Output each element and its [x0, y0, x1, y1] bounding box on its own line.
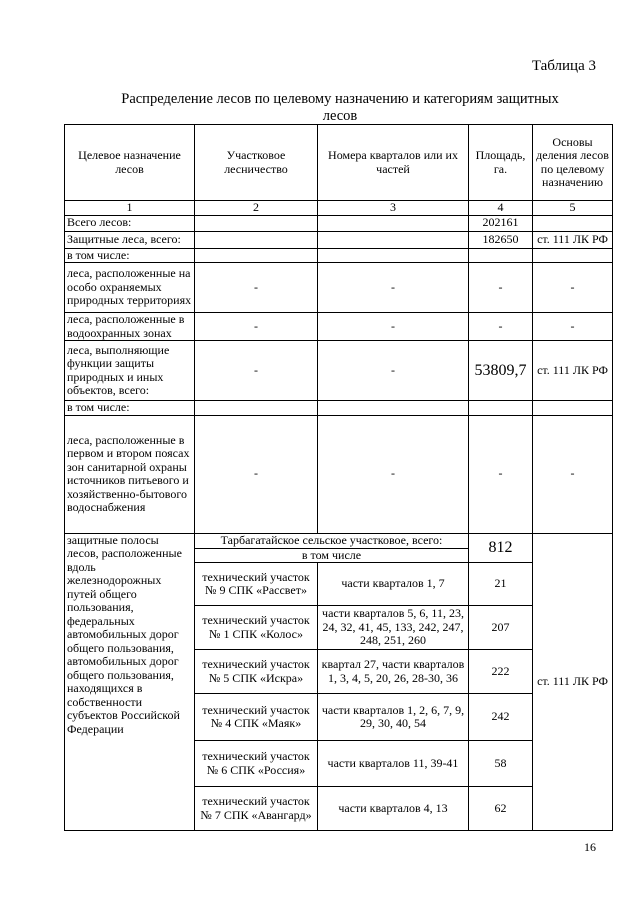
- dash-value: -: [318, 313, 469, 341]
- header-purpose: Целевое назначение лесов: [65, 125, 195, 201]
- row-label: леса, расположенные в первом и втором поясах зон санитарной охраны источников питьевого и хозяйственно-бытового водоснабжения: [65, 415, 195, 533]
- sub-quarters: части кварталов 1, 7: [318, 563, 469, 606]
- dash-value: -: [318, 415, 469, 533]
- sub-forestry-name: технический участок № 5 СПК «Искра»: [195, 650, 318, 694]
- table-title: Распределение лесов по целевому назначению и категориям защитных лесов: [121, 91, 559, 124]
- row-protective: [65, 231, 613, 248]
- row-label: в том числе:: [65, 248, 195, 263]
- dash-value: -: [195, 415, 318, 533]
- dash-value: -: [469, 415, 533, 533]
- row-label: в том числе:: [65, 401, 195, 416]
- dash-value: -: [469, 263, 533, 313]
- dash-value: -: [318, 341, 469, 401]
- empty-cell: [533, 248, 613, 263]
- header-forestry: Участковое лесничество: [195, 125, 318, 201]
- area-value: 21: [469, 563, 533, 606]
- area-value: 58: [469, 741, 533, 787]
- row-oopt: [65, 263, 613, 313]
- empty-cell: [469, 401, 533, 416]
- row-strips-forestry: [65, 533, 613, 548]
- sub-forestry-name: технический участок № 6 СПК «Россия»: [195, 741, 318, 787]
- header-quarters: Номера кварталов или их частей: [318, 125, 469, 201]
- sub-quarters: квартал 27, части кварталов 1, 3, 4, 5, 20, 26, 28-30, 36: [318, 650, 469, 694]
- sub-forestry-name: технический участок № 9 СПК «Рассвет»: [195, 563, 318, 606]
- dash-value: -: [533, 263, 613, 313]
- dash-value: -: [533, 415, 613, 533]
- empty-cell: [195, 401, 318, 416]
- row-label: Защитные леса, всего:: [65, 231, 195, 248]
- empty-cell: [318, 231, 469, 248]
- empty-cell: [195, 231, 318, 248]
- area-value: 182650: [469, 231, 533, 248]
- row-including: [65, 248, 613, 263]
- sub-quarters: части кварталов 11, 39-41: [318, 741, 469, 787]
- area-value: 812: [469, 533, 533, 563]
- empty-cell: [318, 215, 469, 231]
- row-water: [65, 313, 613, 341]
- header-basis: Основы деления лесов по целевому назначению: [533, 125, 613, 201]
- empty-cell: [533, 401, 613, 416]
- area-value: 207: [469, 606, 533, 650]
- table-number: Таблица 3: [531, 58, 596, 74]
- dash-value: -: [195, 341, 318, 401]
- header-number: 5: [533, 201, 613, 216]
- row-label: леса, выполняющие функции защиты природных и иных объектов, всего:: [65, 341, 195, 401]
- row-natural: [65, 341, 613, 401]
- row-label: леса, расположенные в водоохранных зонах: [65, 313, 195, 341]
- sub-forestry-name: технический участок № 1 СПК «Колос»: [195, 606, 318, 650]
- including-label: в том числе: [195, 548, 469, 563]
- dash-value: -: [195, 263, 318, 313]
- sub-quarters: части кварталов 5, 6, 11, 23, 24, 32, 41, 45, 133, 242, 247, 248, 251, 260: [318, 606, 469, 650]
- row-including: [65, 401, 613, 416]
- header-row: [65, 125, 613, 201]
- header-numbers-row: [65, 201, 613, 216]
- header-number: 4: [469, 201, 533, 216]
- row-label: леса, расположенные на особо охраняемых природных территориях: [65, 263, 195, 313]
- area-value: 202161: [469, 215, 533, 231]
- dash-value: -: [533, 313, 613, 341]
- area-value: 62: [469, 787, 533, 831]
- empty-cell: [318, 248, 469, 263]
- empty-cell: [195, 215, 318, 231]
- empty-cell: [469, 248, 533, 263]
- basis-value: ст. 111 ЛК РФ: [533, 231, 613, 248]
- area-value: 242: [469, 694, 533, 741]
- row-sanitary: [65, 415, 613, 533]
- row-total: [65, 215, 613, 231]
- dash-value: -: [318, 263, 469, 313]
- basis-value: ст. 111 ЛК РФ: [533, 341, 613, 401]
- sub-quarters: части кварталов 1, 2, 6, 7, 9, 29, 30, 40, 54: [318, 694, 469, 741]
- header-number: 2: [195, 201, 318, 216]
- area-value: 53809,7: [469, 341, 533, 401]
- empty-cell: [318, 401, 469, 416]
- header-area: Площадь, га.: [469, 125, 533, 201]
- sub-forestry-name: технический участок № 7 СПК «Авангард»: [195, 787, 318, 831]
- row-label: Всего лесов:: [65, 215, 195, 231]
- header-number: 1: [65, 201, 195, 216]
- row-label: защитные полосы лесов, расположенные вдоль железнодорожных путей общего пользования, федеральных автомобильных дорог общего пользования, автомобильных дорог общего пользования, находящихся в собственности субъектов Российской Федерации: [65, 533, 195, 831]
- basis-value: ст. 111 ЛК РФ: [533, 533, 613, 831]
- sub-quarters: части кварталов 4, 13: [318, 787, 469, 831]
- header-number: 3: [318, 201, 469, 216]
- page-number: 16: [584, 840, 596, 854]
- area-value: 222: [469, 650, 533, 694]
- forest-distribution-table: [64, 124, 613, 831]
- forestry-total-label: Тарбагатайское сельское участковое, всего:: [195, 533, 469, 548]
- dash-value: -: [469, 313, 533, 341]
- empty-cell: [533, 215, 613, 231]
- sub-forestry-name: технический участок № 4 СПК «Маяк»: [195, 694, 318, 741]
- dash-value: -: [195, 313, 318, 341]
- empty-cell: [195, 248, 318, 263]
